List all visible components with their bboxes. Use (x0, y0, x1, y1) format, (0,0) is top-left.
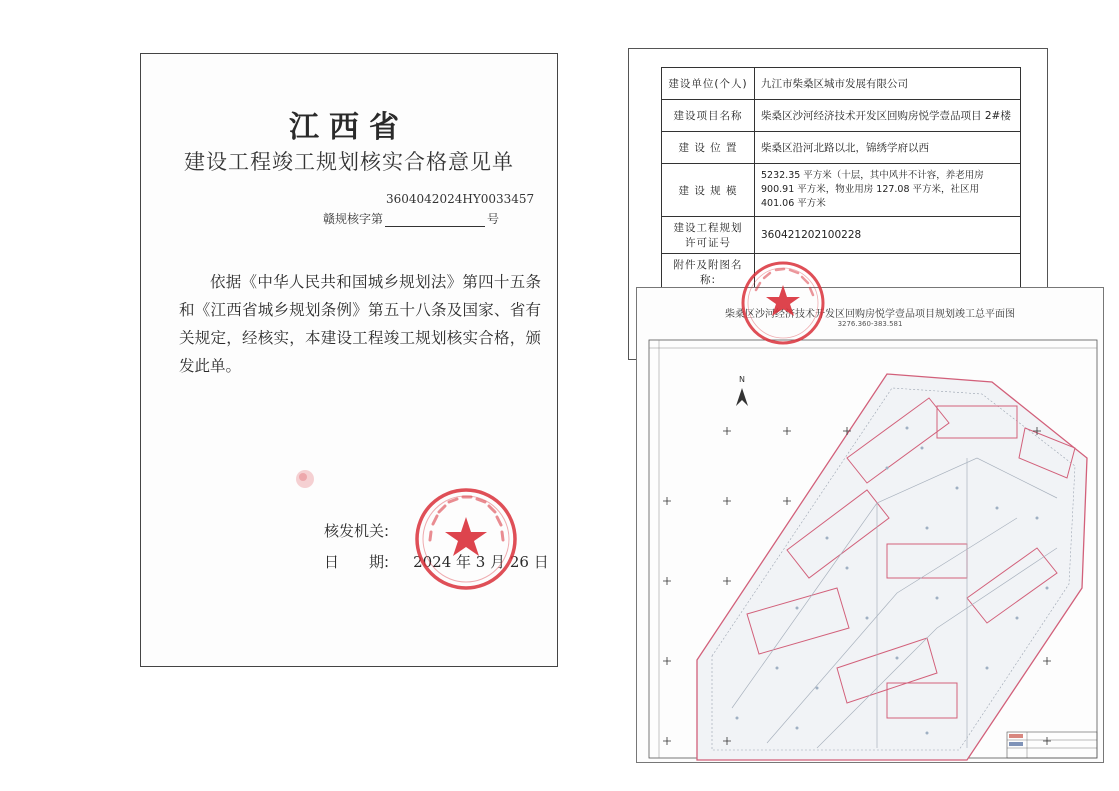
issuer-label: 核发机关: (324, 522, 390, 540)
info-label: 建 设 位 置 (662, 132, 755, 164)
info-row (662, 100, 1021, 132)
north-arrow-icon (736, 375, 748, 406)
info-row (662, 68, 1021, 100)
info-row (662, 254, 1021, 291)
permit-prefix: 赣规核字第 (323, 212, 384, 226)
permit-number-blank (385, 226, 485, 227)
permit-number-row (323, 210, 499, 227)
date-value: 2024 年 3 月 26 日 (413, 553, 549, 571)
info-value: 360421202100228 (755, 217, 1021, 254)
drawing-title: 柴桑区沙河经济技术开发区回购房悦学壹品项目规划竣工总平面图 (725, 309, 1015, 320)
info-row (662, 132, 1021, 164)
official-seal (411, 484, 521, 594)
ink-spot (290, 464, 320, 494)
date-label: 日 期: (324, 553, 390, 571)
project-info-table (661, 67, 1021, 291)
document-title: 建设工程竣工规划核实合格意见单 (184, 150, 514, 174)
info-label: 建设单位(个人) (662, 68, 755, 100)
serial-number: 3604042024HY0033457 (386, 192, 535, 206)
north-label: N (739, 375, 745, 384)
info-label: 建 设 规 模 (662, 164, 755, 217)
completion-certificate (140, 53, 558, 667)
info-row (662, 217, 1021, 254)
permit-suffix: 号 (487, 212, 500, 226)
official-seal-right (738, 258, 828, 348)
drawing-coordinate: 3276.360-383.581 (837, 320, 903, 328)
info-value: 柴桑区沿河北路以北，锦绣学府以西 (755, 132, 1021, 164)
title-block (1007, 732, 1097, 758)
certificate-body: 依据《中华人民共和国城乡规划法》第四十五条和《江西省城乡规划条例》第五十八条及国家、省有关规定，经核实，本建设工程竣工规划核实合格，颁发此单。 (179, 273, 541, 375)
info-value: 5232.35 平方米（十层，其中风井不计容，养老用房 900.91 平方米，物业用房 127.08 平方米，社区用 401.06 平方米 (755, 164, 1021, 217)
info-value: 柴桑区沙河经济技术开发区回购房悦学壹品项目 2#楼 (755, 100, 1021, 132)
info-label: 附件及附图名称: (662, 254, 755, 291)
info-label: 建设工程规划许可证号 (662, 217, 755, 254)
info-label: 建设项目名称 (662, 100, 755, 132)
site-plan-drawing (636, 287, 1104, 763)
site-plan-canvas (637, 288, 1103, 762)
province-heading: 江西省 (289, 110, 409, 145)
info-row (662, 164, 1021, 217)
info-value: 九江市柴桑区城市发展有限公司 (755, 68, 1021, 100)
